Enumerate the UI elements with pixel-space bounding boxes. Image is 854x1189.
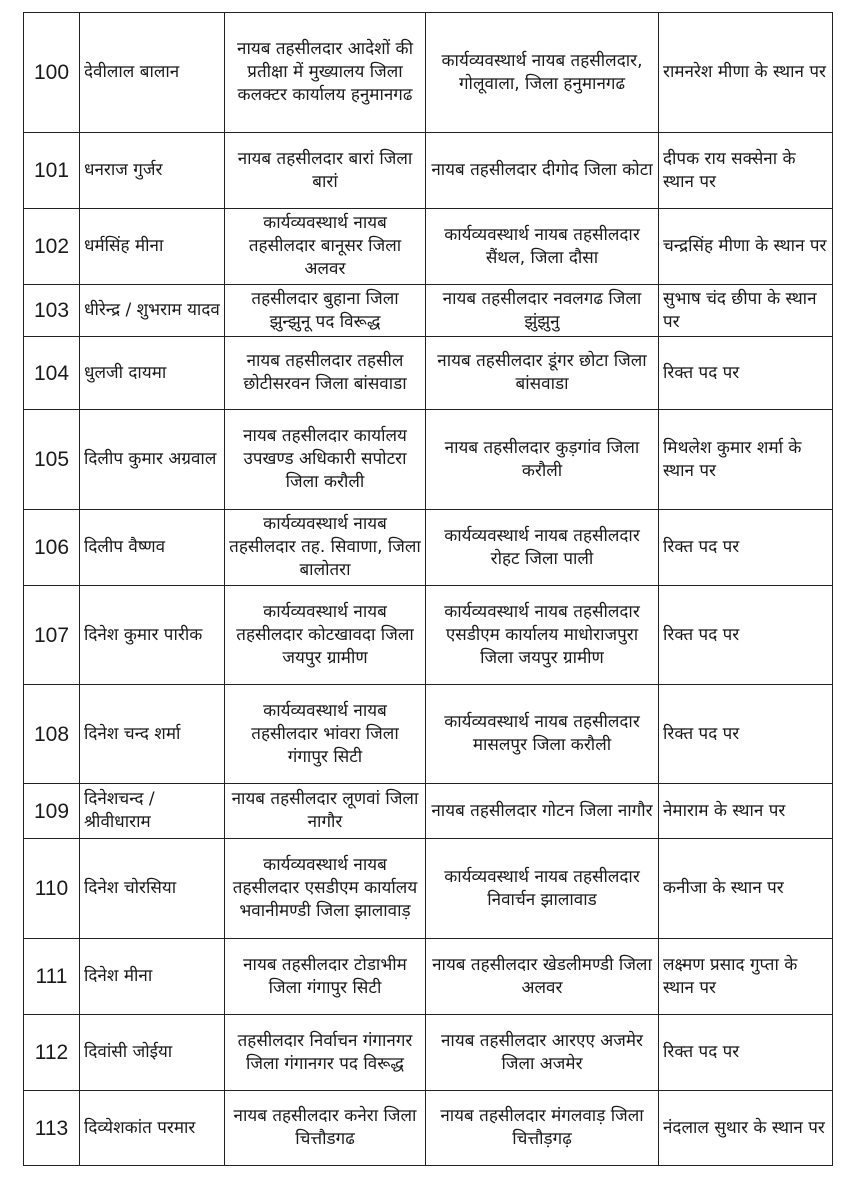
table-row [24, 410, 833, 510]
officer-name: दिनेश चन्द शर्मा [80, 685, 225, 784]
new-posting: नायब तहसीलदार मंगलवाड़ जिला चित्तौड़गढ़ [426, 1091, 659, 1166]
table-row [24, 1015, 833, 1091]
remark: नंदलाल सुथार के स्थान पर [659, 1091, 833, 1166]
transfer-table [23, 12, 833, 1166]
table-row [24, 13, 833, 133]
table-row [24, 510, 833, 586]
new-posting: कार्यव्यवस्थार्थ नायब तहसीलदार सैंथल, जिला दौसा [426, 209, 659, 285]
remark: कनीजा के स्थान पर [659, 839, 833, 939]
current-posting: नायब तहसीलदार कार्यालय उपखण्ड अधिकारी सपोटरा जिला करौली [225, 410, 426, 510]
current-posting: कार्यव्यवस्थार्थ नायब तहसीलदार कोटखावदा जिला जयपुर ग्रामीण [225, 586, 426, 685]
table-row [24, 133, 833, 209]
serial-number: 107 [24, 586, 80, 685]
new-posting: नायब तहसीलदार कुड़गांव जिला करौली [426, 410, 659, 510]
officer-name: धर्मसिंह मीना [80, 209, 225, 285]
table-row [24, 586, 833, 685]
table-row [24, 784, 833, 839]
transfer-list-page [23, 12, 832, 1166]
remark: रामनरेश मीणा के स्थान पर [659, 13, 833, 133]
officer-name: दिलीप कुमार अग्रवाल [80, 410, 225, 510]
current-posting: तहसीलदार बुहाना जिला झुन्झुनू पद विरूद्ध [225, 285, 426, 337]
remark: सुभाष चंद छीपा के स्थान पर [659, 285, 833, 337]
table-row [24, 209, 833, 285]
serial-number: 106 [24, 510, 80, 586]
serial-number: 110 [24, 839, 80, 939]
remark: रिक्त पद पर [659, 1015, 833, 1091]
new-posting: नायब तहसीलदार आरएए अजमेर जिला अजमेर [426, 1015, 659, 1091]
table-row [24, 337, 833, 410]
officer-name: दिनेश कुमार पारीक [80, 586, 225, 685]
officer-name: धनराज गुर्जर [80, 133, 225, 209]
remark: चन्द्रसिंह मीणा के स्थान पर [659, 209, 833, 285]
table-row [24, 839, 833, 939]
officer-name: दिनेश मीना [80, 939, 225, 1015]
new-posting: कार्यव्यवस्थार्थ नायब तहसीलदार रोहट जिला पाली [426, 510, 659, 586]
officer-name: देवीलाल बालान [80, 13, 225, 133]
current-posting: नायब तहसीलदार टोडाभीम जिला गंगापुर सिटी [225, 939, 426, 1015]
remark: मिथलेश कुमार शर्मा के स्थान पर [659, 410, 833, 510]
current-posting: कार्यव्यवस्थार्थ नायब तहसीलदार बानूसर जिला अलवर [225, 209, 426, 285]
current-posting: नायब तहसीलदार कनेरा जिला चित्तौडगढ [225, 1091, 426, 1166]
officer-name: धुलजी दायमा [80, 337, 225, 410]
remark: रिक्त पद पर [659, 510, 833, 586]
current-posting: नायब तहसीलदार आदेशों की प्रतीक्षा में मुख्यालय जिला कलक्टर कार्यालय हनुमानगढ [225, 13, 426, 133]
serial-number: 102 [24, 209, 80, 285]
serial-number: 111 [24, 939, 80, 1015]
current-posting: नायब तहसीलदार तहसील छोटीसरवन जिला बांसवाडा [225, 337, 426, 410]
remark: रिक्त पद पर [659, 337, 833, 410]
remark: दीपक राय सक्सेना के स्थान पर [659, 133, 833, 209]
officer-name: दिलीप वैष्णव [80, 510, 225, 586]
current-posting: कार्यव्यवस्थार्थ नायब तहसीलदार तह. सिवाणा, जिला बालोतरा [225, 510, 426, 586]
new-posting: नायब तहसीलदार डूंगर छोटा जिला बांसवाडा [426, 337, 659, 410]
new-posting: कार्यव्यवस्थार्थ नायब तहसीलदार एसडीएम कार्यालय माधोराजपुरा जिला जयपुर ग्रामीण [426, 586, 659, 685]
new-posting: कार्यव्यवस्थार्थ नायब तहसीलदार मासलपुर जिला करौली [426, 685, 659, 784]
serial-number: 101 [24, 133, 80, 209]
current-posting: नायब तहसीलदार लूणवां जिला नागौर [225, 784, 426, 839]
officer-name: धीरेन्द्र / शुभराम यादव [80, 285, 225, 337]
current-posting: तहसीलदार निर्वाचन गंगानगर जिला गंगानगर पद विरूद्ध [225, 1015, 426, 1091]
new-posting: नायब तहसीलदार दीगोद जिला कोटा [426, 133, 659, 209]
table-row [24, 1091, 833, 1166]
new-posting: नायब तहसीलदार खेडलीमण्डी जिला अलवर [426, 939, 659, 1015]
serial-number: 100 [24, 13, 80, 133]
remark: लक्ष्मण प्रसाद गुप्ता के स्थान पर [659, 939, 833, 1015]
officer-name: दिव्येशकांत परमार [80, 1091, 225, 1166]
current-posting: नायब तहसीलदार बारां जिला बारां [225, 133, 426, 209]
remark: रिक्त पद पर [659, 685, 833, 784]
serial-number: 112 [24, 1015, 80, 1091]
new-posting: नायब तहसीलदार गोटन जिला नागौर [426, 784, 659, 839]
serial-number: 103 [24, 285, 80, 337]
new-posting: कार्यव्यवस्थार्थ नायब तहसीलदार निवार्चन झालावाड [426, 839, 659, 939]
new-posting: कार्यव्यवस्थार्थ नायब तहसीलदार, गोलूवाला, जिला हनुमानगढ [426, 13, 659, 133]
table-row [24, 285, 833, 337]
current-posting: कार्यव्यवस्थार्थ नायब तहसीलदार भांवरा जिला गंगापुर सिटी [225, 685, 426, 784]
table-row [24, 939, 833, 1015]
table-row [24, 685, 833, 784]
serial-number: 104 [24, 337, 80, 410]
remark: रिक्त पद पर [659, 586, 833, 685]
serial-number: 113 [24, 1091, 80, 1166]
officer-name: दिवांसी जोईया [80, 1015, 225, 1091]
new-posting: नायब तहसीलदार नवलगढ जिला झुंझुनु [426, 285, 659, 337]
serial-number: 105 [24, 410, 80, 510]
current-posting: कार्यव्यवस्थार्थ नायब तहसीलदार एसडीएम कार्यालय भवानीमण्डी जिला झालावाड़ [225, 839, 426, 939]
serial-number: 109 [24, 784, 80, 839]
officer-name: दिनेशचन्द / श्रीवीधाराम [80, 784, 225, 839]
officer-name: दिनेश चोरसिया [80, 839, 225, 939]
remark: नेमाराम के स्थान पर [659, 784, 833, 839]
serial-number: 108 [24, 685, 80, 784]
